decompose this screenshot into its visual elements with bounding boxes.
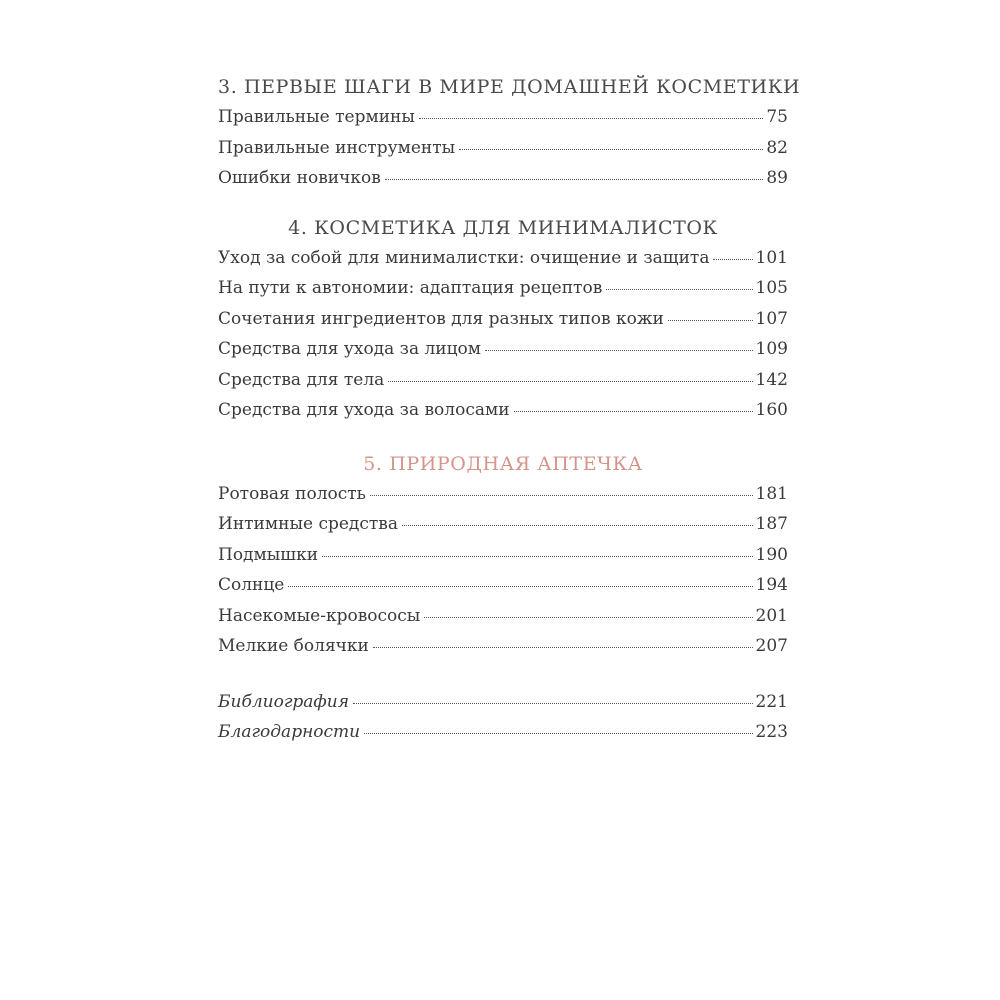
entry-label: Правильные инструменты xyxy=(218,137,456,158)
toc-section-5 xyxy=(218,449,788,662)
toc-entry[interactable] xyxy=(218,717,788,748)
entry-label: Сочетания ингредиентов для разных типов кожи xyxy=(218,308,664,329)
entry-page-number: 109 xyxy=(755,339,788,359)
entry-label: Библиография xyxy=(218,691,349,712)
dot-leader xyxy=(353,703,753,704)
entry-label: Уход за собой для минималистки: очищение и защита xyxy=(218,247,710,268)
dot-leader xyxy=(373,647,753,648)
entry-page-number: 160 xyxy=(755,400,788,420)
entry-label: Средства для тела xyxy=(218,369,385,390)
entry-page-number: 82 xyxy=(766,137,788,158)
entry-label: Солнце xyxy=(218,575,285,595)
toc-entry[interactable] xyxy=(218,304,788,335)
entry-page-number: 181 xyxy=(755,483,788,504)
entry-label: Насекомые-кровососы xyxy=(218,605,421,626)
toc-entry[interactable] xyxy=(218,479,788,510)
entry-page-number: 101 xyxy=(755,247,788,268)
toc-section-3 xyxy=(218,72,801,194)
toc-back-matter xyxy=(218,687,788,748)
dot-leader xyxy=(419,118,763,119)
dot-leader xyxy=(424,617,752,618)
entry-page-number: 190 xyxy=(755,544,788,565)
entry-label: Благодарности xyxy=(218,722,361,742)
section-spacer xyxy=(218,194,788,213)
toc-entry[interactable] xyxy=(218,540,788,571)
dot-leader xyxy=(485,350,753,351)
dot-leader xyxy=(322,556,753,557)
dot-leader xyxy=(459,149,763,150)
section-title: 4. КОСМЕТИКА ДЛЯ МИНИМАЛИСТОК xyxy=(288,216,718,239)
toc-entry[interactable] xyxy=(218,163,788,194)
entry-page-number: 221 xyxy=(755,691,788,712)
toc-entry[interactable] xyxy=(218,334,788,365)
entry-page-number: 105 xyxy=(755,278,788,298)
dot-leader xyxy=(402,525,753,526)
entry-page-number: 75 xyxy=(766,107,788,127)
toc-entry[interactable] xyxy=(218,631,788,662)
entry-page-number: 207 xyxy=(755,636,788,656)
dot-leader xyxy=(713,259,752,260)
dot-leader xyxy=(385,179,764,180)
toc-section-4 xyxy=(218,213,788,426)
dot-leader xyxy=(514,411,753,412)
entry-page-number: 201 xyxy=(755,605,788,626)
entry-page-number: 187 xyxy=(755,514,788,534)
toc-entry[interactable] xyxy=(218,570,788,601)
entry-label: Средства для ухода за лицом xyxy=(218,339,482,359)
section-spacer xyxy=(218,662,788,687)
toc-entry[interactable] xyxy=(218,243,788,274)
entry-label: Ошибки новичков xyxy=(218,168,381,188)
dot-leader xyxy=(668,320,753,321)
entry-label: Правильные термины xyxy=(218,107,415,127)
toc-entry[interactable] xyxy=(218,133,788,164)
entry-label: Ротовая полость xyxy=(218,483,366,504)
entry-page-number: 194 xyxy=(755,575,788,595)
toc-entry[interactable] xyxy=(218,273,788,304)
entry-label: На пути к автономии: адаптация рецептов xyxy=(218,278,603,298)
toc-entry[interactable] xyxy=(218,601,788,632)
dot-leader xyxy=(288,586,752,587)
entry-page-number: 223 xyxy=(755,722,788,742)
dot-leader xyxy=(364,733,752,734)
toc-entry[interactable] xyxy=(218,102,788,133)
section-title: 5. ПРИРОДНАЯ АПТЕЧКА xyxy=(363,452,643,475)
toc-entry[interactable] xyxy=(218,365,788,396)
entry-page-number: 142 xyxy=(755,369,788,390)
toc-entry[interactable] xyxy=(218,687,788,718)
toc-entry[interactable] xyxy=(218,395,788,426)
table-of-contents xyxy=(218,72,801,748)
toc-entry[interactable] xyxy=(218,509,788,540)
section-title: 3. ПЕРВЫЕ ШАГИ В МИРЕ ДОМАШНЕЙ КОСМЕТИКИ xyxy=(218,76,801,98)
dot-leader xyxy=(606,289,752,290)
dot-leader xyxy=(388,381,752,382)
entry-label: Средства для ухода за волосами xyxy=(218,400,510,420)
entry-label: Интимные средства xyxy=(218,514,399,534)
dot-leader xyxy=(370,495,753,496)
entry-label: Мелкие болячки xyxy=(218,636,369,656)
entry-label: Подмышки xyxy=(218,544,319,565)
section-spacer xyxy=(218,426,788,449)
entry-page-number: 107 xyxy=(755,308,788,329)
entry-page-number: 89 xyxy=(766,168,788,188)
